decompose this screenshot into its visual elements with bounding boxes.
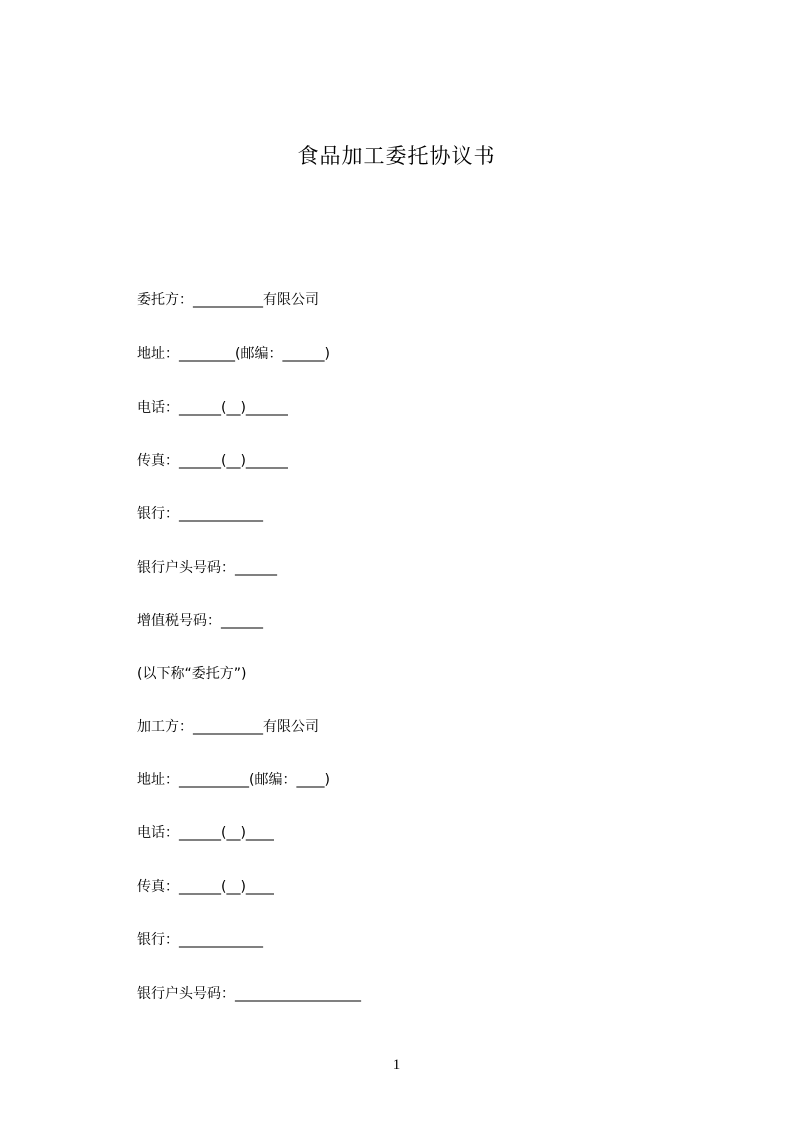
client-company-line: 委托方：__________有限公司 [137,292,319,308]
client-bank-line: 银行：____________ [137,506,263,522]
client-designation-line: (以下称“委托方”) [137,666,247,682]
processor-bank-line: 银行：____________ [137,932,263,948]
processor-fax-line: 传真：______(__)____ [137,879,274,895]
client-vat-number-line: 增值税号码：______ [137,613,263,629]
document-title: 食品加工委托协议书 [297,144,496,168]
page-number: 1 [392,1057,401,1073]
client-bank-account-line: 银行户头号码：______ [137,560,277,576]
processor-address-line: 地址：__________(邮编：____) [137,772,330,788]
processor-bank-account-line: 银行户头号码：__________________ [137,986,361,1002]
processor-phone-line: 电话：______(__)____ [137,825,274,841]
client-fax-line: 传真：______(__)______ [137,453,288,469]
client-address-line: 地址：________(邮编：______) [137,346,330,362]
client-phone-line: 电话：______(__)______ [137,400,288,416]
processor-company-line: 加工方：__________有限公司 [137,719,319,735]
